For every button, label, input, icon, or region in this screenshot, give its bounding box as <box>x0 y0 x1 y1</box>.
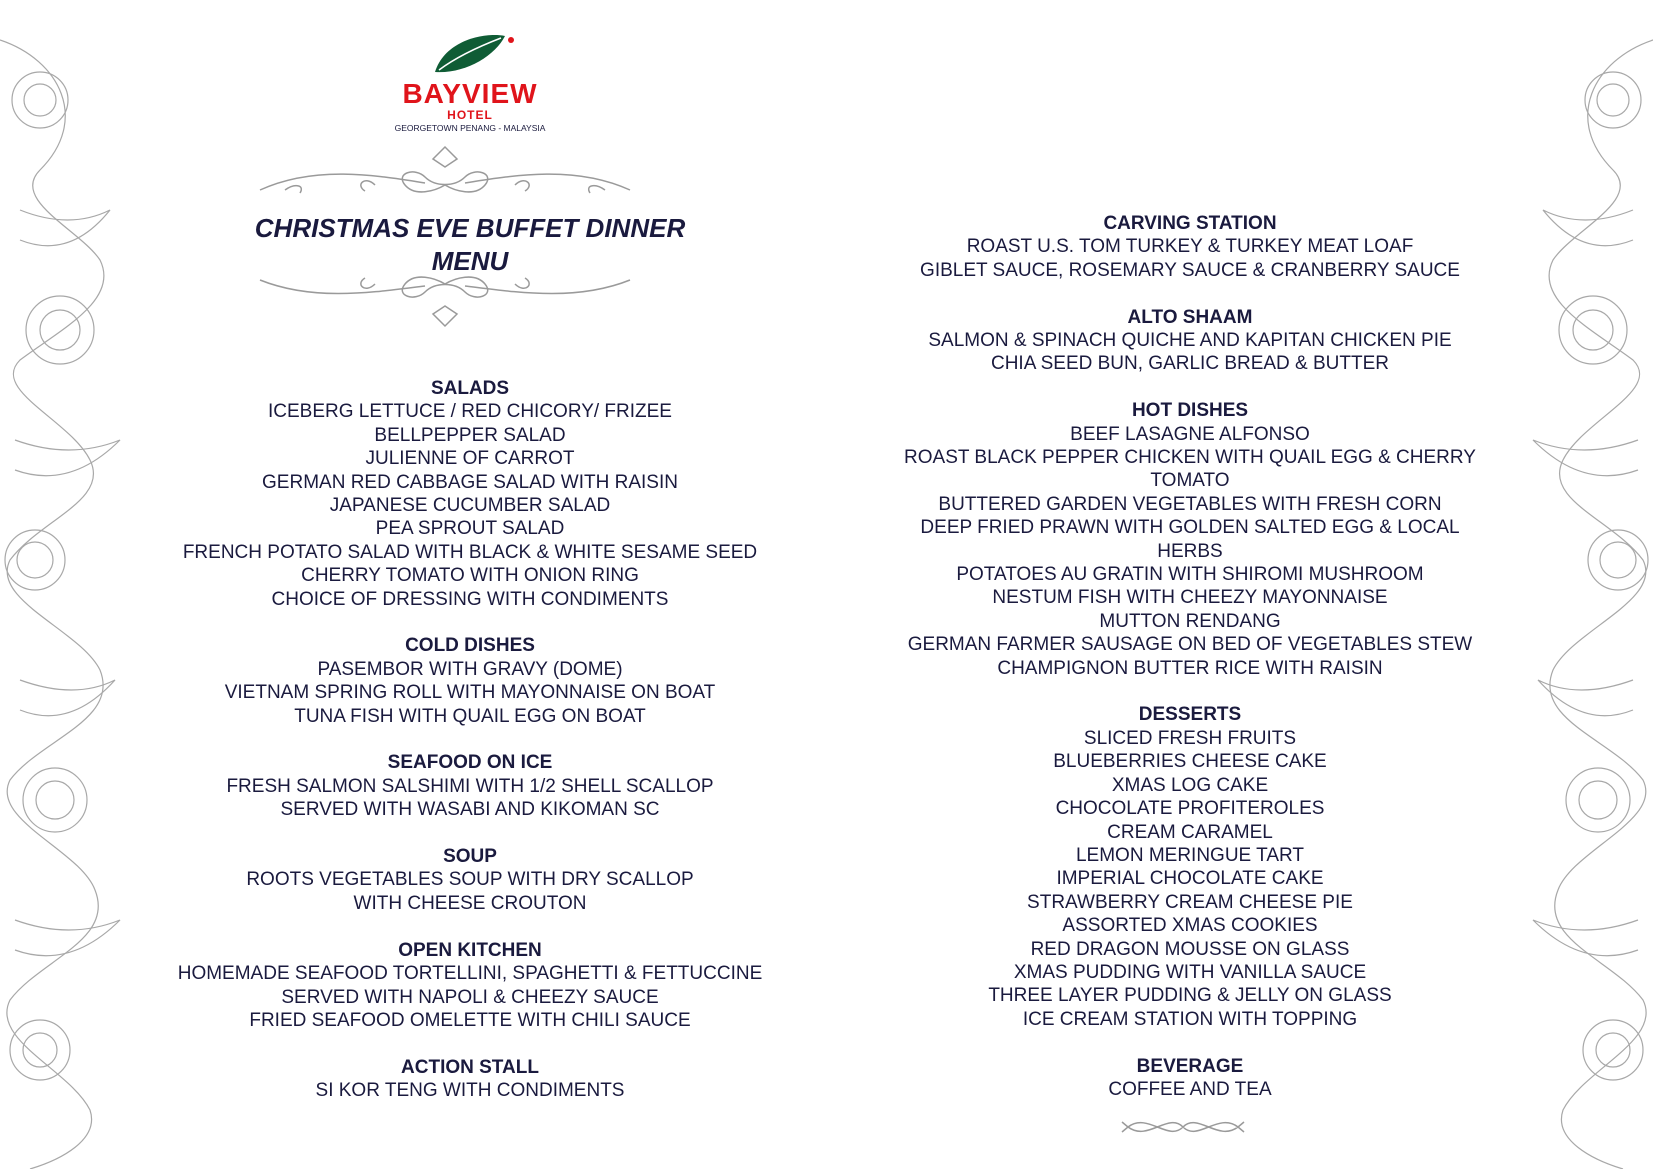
menu-item: FRENCH POTATO SALAD WITH BLACK & WHITE SESAME SEED <box>182 541 758 563</box>
menu-item: TOMATO <box>1150 470 1230 492</box>
leaf-logo-icon <box>425 30 515 78</box>
menu-item: SI KOR TENG WITH CONDIMENTS <box>315 1080 625 1102</box>
section-heading: DESSERTS <box>1138 704 1242 726</box>
menu-item: PEA SPROUT SALAD <box>375 518 565 540</box>
menu-section <box>170 634 770 728</box>
title-line-2: MENU <box>431 246 509 276</box>
menu-item: BLUEBERRIES CHEESE CAKE <box>1053 751 1327 773</box>
section-heading: SEAFOOD ON ICE <box>387 752 553 774</box>
menu-item: ROOTS VEGETABLES SOUP WITH DRY SCALLOP <box>246 869 694 891</box>
menu-item: VIETNAM SPRING ROLL WITH MAYONNAISE ON BOAT <box>224 682 716 704</box>
menu-section <box>890 1055 1490 1102</box>
menu-item: CREAM CARAMEL <box>1107 821 1273 843</box>
menu-section <box>890 212 1490 282</box>
menu-item: ASSORTED XMAS COOKIES <box>1062 915 1318 937</box>
menu-item: POTATOES AU GRATIN WITH SHIROMI MUSHROOM <box>956 564 1424 586</box>
section-heading: COLD DISHES <box>405 635 535 657</box>
menu-item: BEEF LASAGNE ALFONSO <box>1070 423 1310 445</box>
menu-item: ICEBERG LETTUCE / RED CHICORY/ FRIZEE <box>268 401 672 423</box>
menu-item: CHOCOLATE PROFITEROLES <box>1055 798 1325 820</box>
menu-item: LEMON MERINGUE TART <box>1075 844 1305 866</box>
menu-item: ICE CREAM STATION WITH TOPPING <box>1022 1008 1358 1030</box>
menu-item: MUTTON RENDANG <box>1099 610 1281 632</box>
menu-item: JAPANESE CUCUMBER SALAD <box>329 495 611 517</box>
menu-item: JULIENNE OF CARROT <box>365 448 575 470</box>
brand-location: GEORGETOWN PENANG - MALAYSIA <box>394 123 546 133</box>
menu-item: HERBS <box>1157 540 1223 562</box>
menu-item: ROAST U.S. TOM TURKEY & TURKEY MEAT LOAF <box>966 236 1414 258</box>
ornament-flourish-bottom <box>255 262 635 330</box>
floral-border-left <box>0 0 130 1169</box>
hotel-logo <box>385 30 555 134</box>
menu-section <box>170 845 770 915</box>
menu-item: SLICED FRESH FRUITS <box>1083 727 1297 749</box>
menu-item: SALMON & SPINACH QUICHE AND KAPITAN CHICKEN PIE <box>928 330 1452 352</box>
menu-item: STRAWBERRY CREAM CHEESE PIE <box>1027 891 1353 913</box>
menu-item: FRESH SALMON SALSHIMI WITH 1/2 SHELL SCALLOP <box>226 775 714 797</box>
menu-item: THREE LAYER PUDDING & JELLY ON GLASS <box>988 985 1392 1007</box>
menu-section <box>170 377 770 611</box>
section-heading: ALTO SHAAM <box>1127 306 1253 328</box>
menu-item: GIBLET SAUCE, ROSEMARY SAUCE & CRANBERRY SAUCE <box>920 259 1460 281</box>
menu-item: BUTTERED GARDEN VEGETABLES WITH FRESH CORN <box>938 493 1442 515</box>
menu-item: WITH CHEESE CROUTON <box>353 892 587 914</box>
brand-subtitle: HOTEL <box>447 108 493 122</box>
menu-item: SERVED WITH WASABI AND KIKOMAN SC <box>280 799 660 821</box>
menu-item: PASEMBOR WITH GRAVY (DOME) <box>317 658 623 680</box>
section-heading: HOT DISHES <box>1131 400 1249 422</box>
menu-item: BELLPEPPER SALAD <box>374 424 566 446</box>
menu-item: IMPERIAL CHOCOLATE CAKE <box>1056 868 1324 890</box>
menu-item: CHIA SEED BUN, GARLIC BREAD & BUTTER <box>990 353 1390 375</box>
section-heading: OPEN KITCHEN <box>398 939 542 961</box>
menu-item: GERMAN FARMER SAUSAGE ON BED OF VEGETABLES STEW <box>907 634 1473 656</box>
menu-item: ROAST BLACK PEPPER CHICKEN WITH QUAIL EGG & CHERRY <box>904 447 1476 469</box>
menu-item: CHAMPIGNON BUTTER RICE WITH RAISIN <box>997 657 1383 679</box>
menu-item: CHERRY TOMATO WITH ONION RING <box>301 565 639 587</box>
ornament-end-icon <box>1118 1112 1248 1142</box>
section-heading: CARVING STATION <box>1103 213 1277 234</box>
menu-column-right <box>890 212 1490 1125</box>
section-heading: ACTION STALL <box>401 1056 539 1078</box>
menu-item: NESTUM FISH WITH CHEEZY MAYONNAISE <box>992 587 1388 609</box>
menu-item: CHOICE OF DRESSING WITH CONDIMENTS <box>271 588 669 610</box>
section-heading: SALADS <box>430 378 510 399</box>
menu-section <box>890 399 1490 680</box>
menu-item: XMAS PUDDING WITH VANILLA SAUCE <box>1013 961 1367 983</box>
menu-item: SERVED WITH NAPOLI & CHEEZY SAUCE <box>281 986 659 1008</box>
menu-item: FRIED SEAFOOD OMELETTE WITH CHILI SAUCE <box>249 1009 691 1031</box>
title-line-1: CHRISTMAS EVE BUFFET DINNER <box>254 213 686 243</box>
menu-item: GERMAN RED CABBAGE SALAD WITH RAISIN <box>262 471 678 493</box>
menu-section <box>890 306 1490 376</box>
menu-item: XMAS LOG CAKE <box>1111 774 1269 796</box>
menu-section <box>890 703 1490 1031</box>
section-heading: BEVERAGE <box>1136 1055 1244 1077</box>
menu-item: DEEP FRIED PRAWN WITH GOLDEN SALTED EGG & LOCAL <box>920 517 1460 539</box>
menu-item: COFFEE AND TEA <box>1108 1078 1272 1100</box>
menu-item: RED DRAGON MOUSSE ON GLASS <box>1030 938 1350 960</box>
menu-section <box>170 1056 770 1103</box>
ornament-flourish-top <box>255 145 635 205</box>
menu-item: TUNA FISH WITH QUAIL EGG ON BOAT <box>294 705 646 727</box>
brand-name: BAYVIEW <box>402 78 538 109</box>
menu-section <box>170 751 770 821</box>
floral-border-right <box>1523 0 1653 1169</box>
menu-item: HOMEMADE SEAFOOD TORTELLINI, SPAGHETTI & FETTUCCINE <box>177 963 763 985</box>
menu-section <box>170 939 770 1033</box>
menu-column-left <box>170 377 770 1126</box>
section-heading: SOUP <box>443 846 497 868</box>
